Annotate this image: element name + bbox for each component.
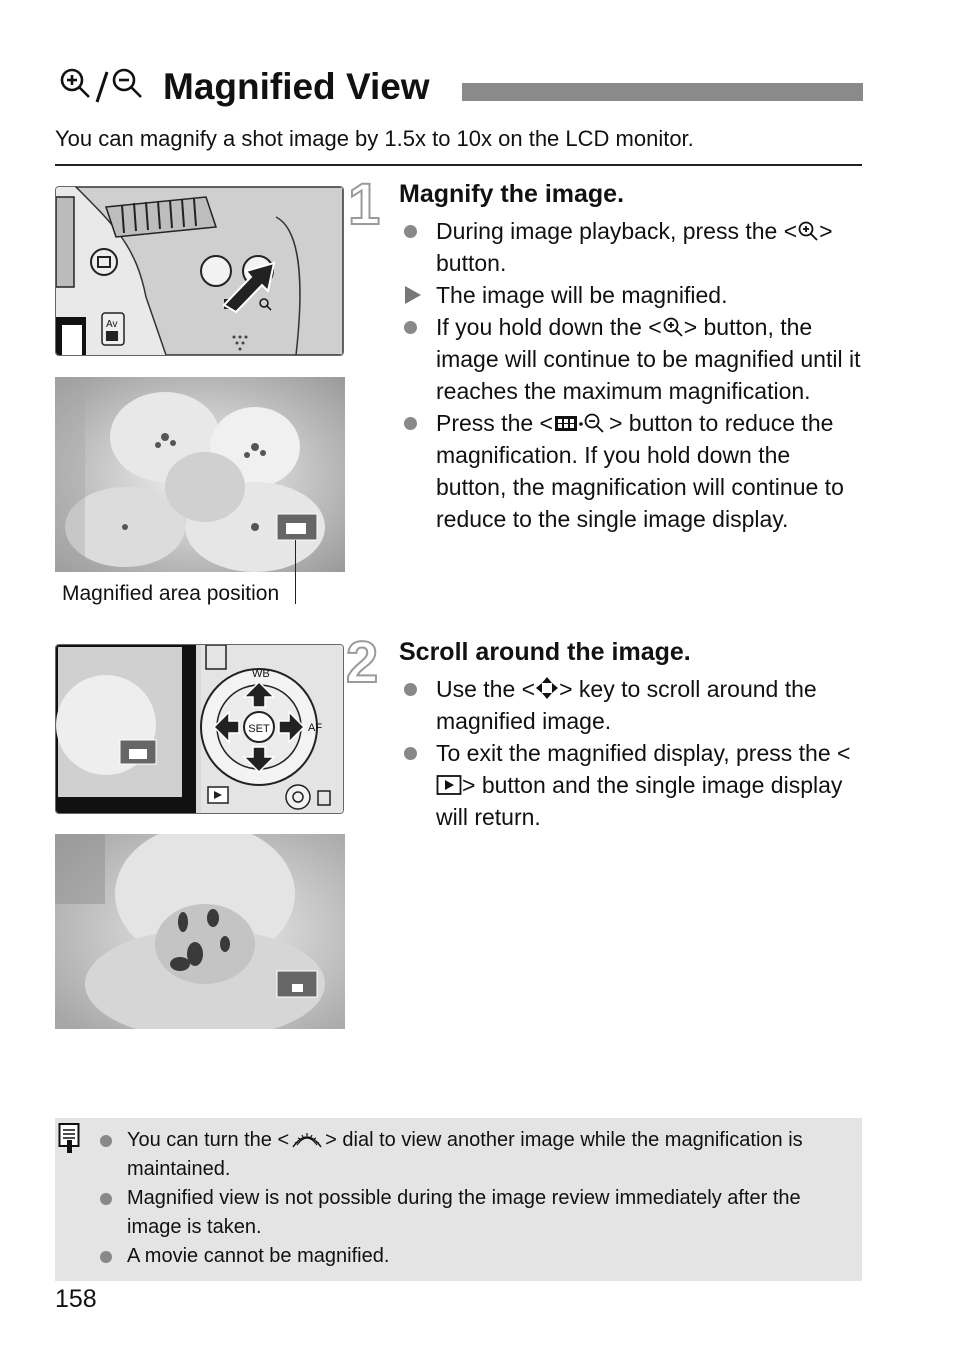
list-item: During image playback, press the < > button.	[400, 215, 862, 279]
intro-text: You can magnify a shot image by 1.5x to 10x on the LCD monitor.	[55, 126, 694, 151]
magnify-icon	[662, 316, 684, 338]
magnified-area-marker	[286, 523, 306, 534]
list-item: Press the < > button to reduce the magnification. If you hold down the button, the magnification will continue to reduce to the single image display.	[400, 407, 862, 535]
reduce-icon	[114, 70, 141, 97]
flower-image-magnified	[55, 834, 345, 1029]
cross-keys-image	[55, 644, 344, 814]
title-bar	[462, 83, 863, 101]
magnify-icon	[797, 220, 819, 242]
step-1-bullets	[400, 215, 862, 535]
list-item: You can turn the < > dial to view another image while the magnification is maintained.	[98, 1126, 848, 1184]
page-title: Magnified View	[163, 66, 430, 107]
step-1-title: Magnify the image.	[399, 180, 625, 208]
list-item: If you hold down the < > button, the image will continue to be magnified until it reaches the maximum magnification.	[400, 311, 862, 407]
image-caption: Magnified area position	[62, 582, 280, 605]
cross-keys-icon	[535, 676, 559, 700]
flower-image-full	[55, 377, 345, 572]
note-icon	[58, 1122, 80, 1154]
caption-leader-line	[295, 540, 296, 604]
camera-back-image	[55, 186, 344, 356]
step-2-bullets	[400, 673, 862, 833]
divider	[55, 164, 862, 166]
note-list	[98, 1126, 848, 1271]
list-item: A movie cannot be magnified.	[98, 1242, 848, 1271]
af-label: AF	[308, 722, 323, 734]
list-item: Use the < > key to scroll around the magnified image.	[400, 673, 862, 737]
main-dial-icon	[289, 1129, 325, 1149]
playback-icon	[436, 774, 462, 796]
index-reduce-icon	[553, 412, 609, 434]
list-item: Magnified view is not possible during the image review immediately after the image is taken.	[98, 1184, 848, 1242]
title-icons	[58, 66, 154, 106]
wb-label: WB	[252, 668, 270, 680]
step-2-title: Scroll around the image.	[399, 638, 691, 666]
av-label: Av	[106, 319, 118, 330]
list-item: To exit the magnified display, press the <> button and the single image display will return.	[400, 737, 862, 833]
magnify-icon	[62, 70, 89, 97]
step-2-number: 2	[346, 630, 379, 695]
step-1-number: 1	[348, 172, 381, 237]
set-label: SET	[248, 723, 270, 735]
page-number: 158	[55, 1285, 97, 1313]
list-item: The image will be magnified.	[400, 279, 862, 311]
